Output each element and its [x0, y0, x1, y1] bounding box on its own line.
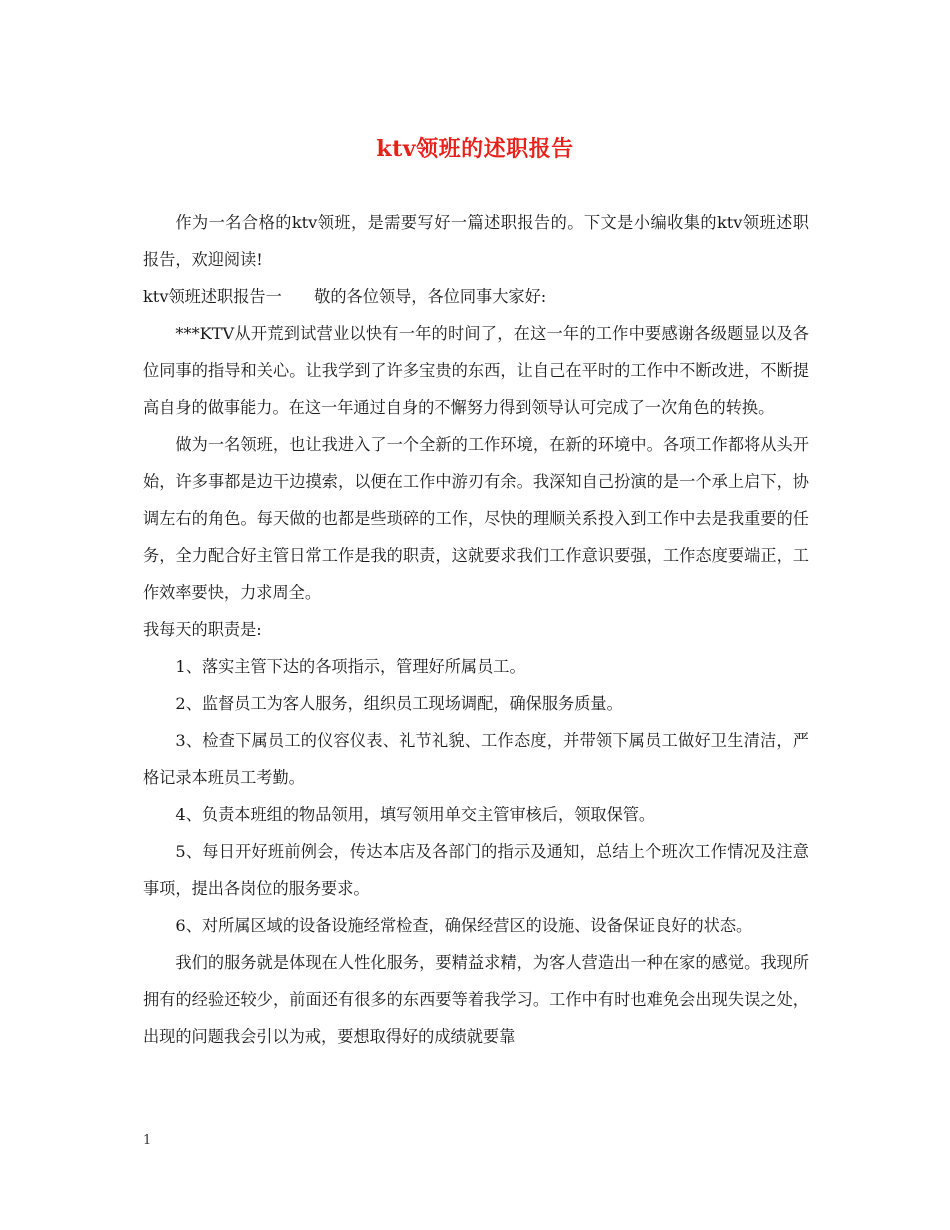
- duty-item: 6、对所属区域的设备设施经常检查，确保经营区的设施、设备保证良好的状态。: [175, 916, 753, 935]
- page-number: 1: [143, 1133, 152, 1148]
- report-heading-line: ktv领班述职报告一 敬的各位领导，各位同事大家好:: [143, 287, 547, 306]
- duty-item: 4、负责本班组的物品领用，填写领用单交主管审核后，领取保管。: [175, 805, 656, 824]
- intro-paragraph: 作为一名合格的ktv领班，是需要写好一篇述职报告的。下文是小编收集的ktv领班述职报告，欢迎阅读!: [143, 213, 809, 269]
- body-paragraph: 我们的服务就是体现在人性化服务，要精益求精，为客人营造出一种在家的感觉。我现所拥有的经验还较少，前面还有很多的东西要等着我学习。工作中有时也难免会出现失误之处，出现的问题我会引以为戒，要想取得好的成绩就要靠: [143, 953, 809, 1046]
- duty-item: 5、每日开好班前例会，传达本店及各部门的指示及通知，总结上个班次工作情况及注意事项，提出各岗位的服务要求。: [143, 842, 809, 898]
- duties-heading: 我每天的职责是:: [143, 620, 262, 639]
- document-body: [143, 204, 809, 1055]
- duty-item: 2、监督员工为客人服务，组织员工现场调配，确保服务质量。: [175, 694, 623, 713]
- duty-item: 3、检查下属员工的仪容仪表、礼节礼貌、工作态度，并带领下属员工做好卫生清洁，严格记录本班员工考勤。: [143, 731, 809, 787]
- duty-item: 1、落实主管下达的各项指示，管理好所属员工。: [175, 657, 526, 676]
- document-title: ktv领班的述职报告: [376, 136, 574, 162]
- body-paragraph: ***KTV从开荒到试营业以快有一年的时间了，在这一年的工作中要感谢各级题显以及各位同事的指导和关心。让我学到了许多宝贵的东西，让自己在平时的工作中不断改进，不断提高自身的做事能力。在这一年通过自身的不懈努力得到领导认可完成了一次角色的转换。: [143, 324, 809, 417]
- body-paragraph: 做为一名领班，也让我进入了一个全新的工作环境，在新的环境中。各项工作都将从头开始，许多事都是边干边摸索，以便在工作中游刃有余。我深知自己扮演的是一个承上启下，协调左右的角色。每天做的也都是些琐碎的工作，尽快的理顺关系投入到工作中去是我重要的任务，全力配合好主管日常工作是我的职责，这就要求我们工作意识要强，工作态度要端正，工作效率要快，力求周全。: [143, 435, 809, 602]
